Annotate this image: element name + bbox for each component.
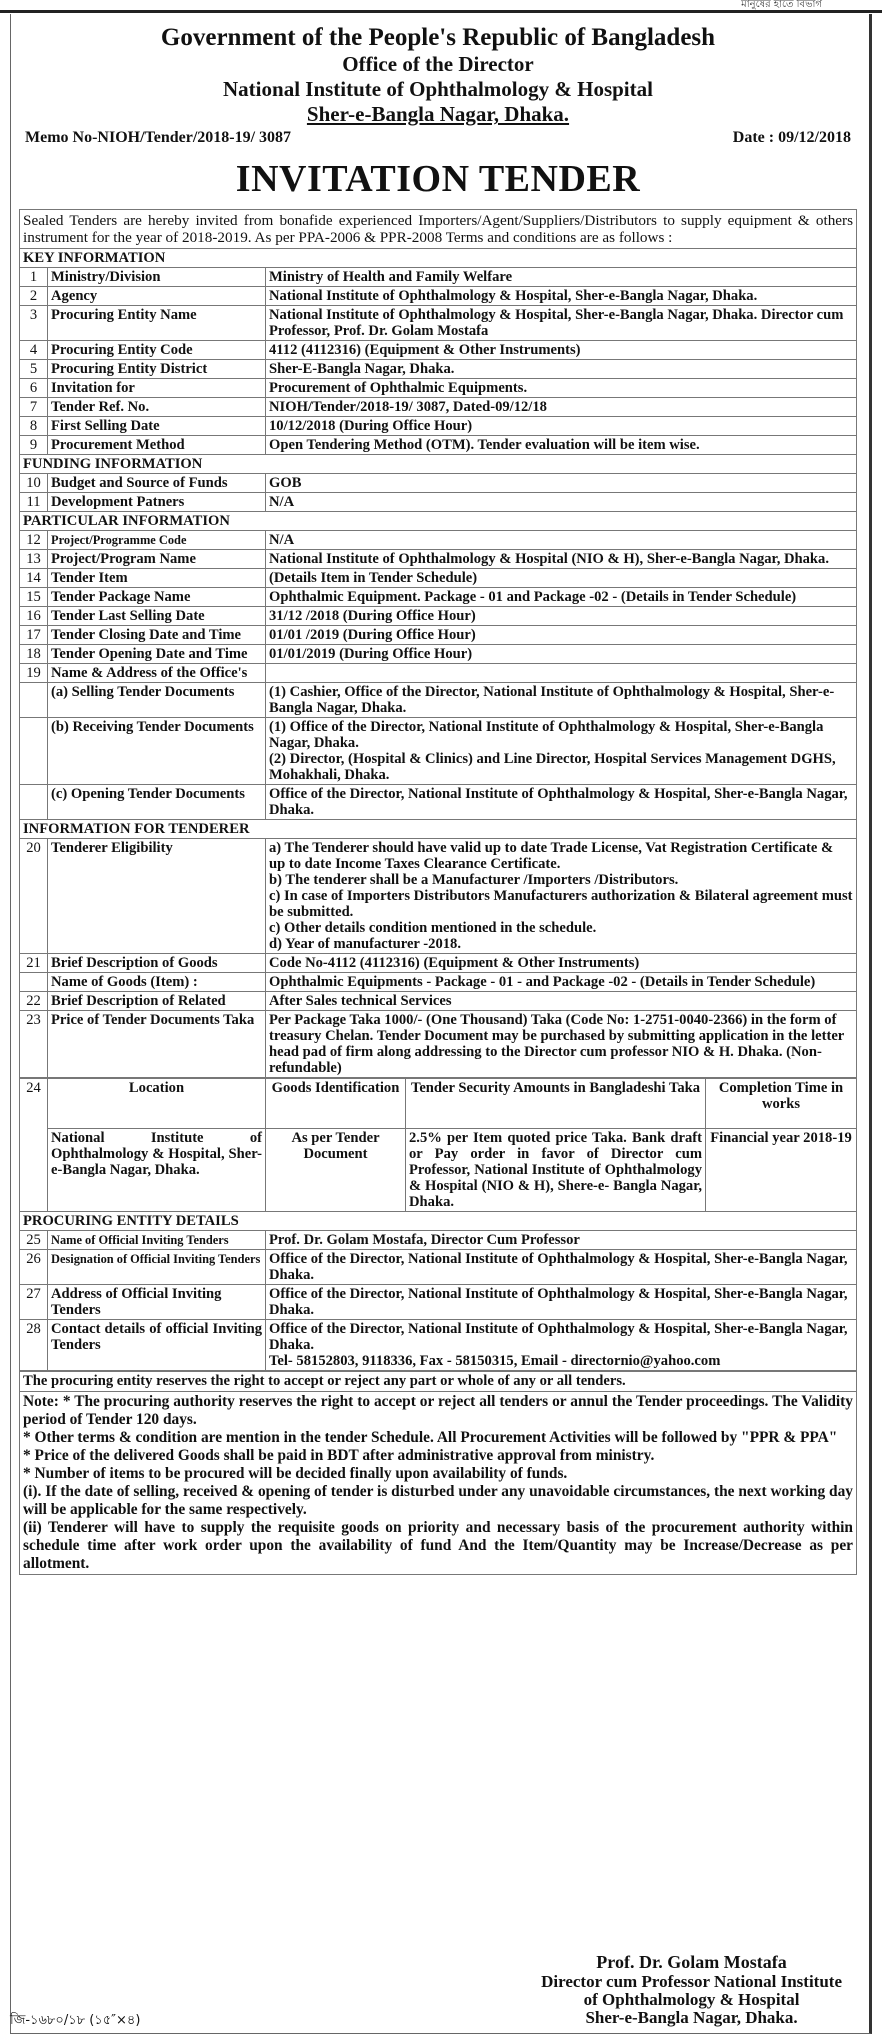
- cut-off-text: মানুষের হাতে বিভাগ: [741, 0, 822, 10]
- row-value: NIOH/Tender/2018-19/ 3087, Dated-09/12/18: [266, 398, 857, 417]
- row-label: Tender Ref. No.: [48, 398, 266, 417]
- table-row: [20, 1320, 857, 1371]
- row-label: Agency: [48, 287, 266, 306]
- table-row: [20, 1285, 857, 1320]
- table-row: [20, 550, 857, 569]
- intro-paragraph: Sealed Tenders are hereby invited from bonafide experienced Importers/Agent/Suppliers/Distributors to supply equipment & others instrument for the year of 2018-2019. As per PPA-2006 & PPR-2008 Terms and conditions are as follows :: [19, 209, 857, 248]
- row-number: 22: [20, 992, 48, 1011]
- row-number: 5: [20, 360, 48, 379]
- row-value: [266, 664, 857, 683]
- row-label: Designation of Official Inviting Tenders: [48, 1250, 266, 1285]
- particular-information-table: [19, 530, 857, 820]
- table-row: [20, 839, 857, 954]
- section-procuring-entity-details: PROCURING ENTITY DETAILS: [19, 1212, 857, 1230]
- signatory-line-1: Director cum Professor National Institute: [541, 1972, 842, 1991]
- row-number: 24: [20, 1079, 48, 1212]
- row-number: 12: [20, 531, 48, 550]
- table-row: [20, 436, 857, 455]
- signatory-name: Prof. Dr. Golam Mostafa: [596, 1952, 787, 1972]
- row-label: Tender Closing Date and Time: [48, 626, 266, 645]
- section-funding-information: FUNDING INFORMATION: [19, 455, 857, 473]
- completion-time-cell: Financial year 2018-19: [706, 1129, 857, 1212]
- note-item: (i). If the date of selling, received & opening of tender is disturbed under any unavoidable circumstances, the next working day will be applicable for the same respectively.: [23, 1483, 853, 1518]
- table-row: [20, 474, 857, 493]
- location-cell: National Institute of Ophthalmology & Hospital, Sher-e-Bangla Nagar, Dhaka.: [48, 1129, 266, 1212]
- section-key-information: KEY INFORMATION: [19, 248, 857, 267]
- eligibility-line: c) Other details condition mentioned in the schedule.: [269, 920, 597, 936]
- row-number: 25: [20, 1231, 48, 1250]
- row-number: [20, 785, 48, 820]
- memo-date: Date : 09/12/2018: [732, 129, 851, 146]
- row-number: 21: [20, 954, 48, 973]
- notes-block: [19, 1392, 857, 1575]
- table-row: [20, 493, 857, 512]
- table-row: [20, 341, 857, 360]
- row-label: Tender Item: [48, 569, 266, 588]
- row-number: 4: [20, 341, 48, 360]
- goods-identification-cell: As per Tender Document: [266, 1129, 406, 1212]
- row-number: 27: [20, 1285, 48, 1320]
- table-row: [20, 626, 857, 645]
- row-value: Office of the Director, National Institute of Ophthalmology & Hospital, Sher-e-Bangla Nagar, Dhaka.: [266, 1250, 857, 1285]
- header-line-1: Government of the People's Republic of Bangladesh: [160, 24, 716, 51]
- signature-block: [541, 1953, 842, 2027]
- row-number: 11: [20, 493, 48, 512]
- note-item: * Other terms & condition are mention in the tender Schedule. All Procurement Activities will be followed by "PPR & PPA": [23, 1429, 838, 1446]
- eligibility-line: d) Year of manufacturer -2018.: [269, 936, 461, 952]
- row-label: Project/Programme Code: [48, 531, 266, 550]
- section-particular-information: PARTICULAR INFORMATION: [19, 512, 857, 530]
- table-row: [20, 268, 857, 287]
- row-value: National Institute of Ophthalmology & Hospital, Sher-e-Bangla Nagar, Dhaka.: [266, 287, 857, 306]
- row-number: 20: [20, 839, 48, 954]
- section-information-for-tenderer: INFORMATION FOR TENDERER: [19, 820, 857, 838]
- row-number: 6: [20, 379, 48, 398]
- row-label: Name of Official Inviting Tenders: [48, 1231, 266, 1250]
- row-value: GOB: [266, 474, 857, 493]
- note-item: (ii) Tenderer will have to supply the requisite goods on priority and necessary basis of the procurement authority within schedule time after work order upon the availability of fund And the Item/Quantity may be Increase/Decrease as per allotment.: [23, 1519, 853, 1572]
- header-line-4: Sher-e-Bangla Nagar, Dhaka.: [306, 102, 570, 126]
- top-rule: [0, 10, 882, 13]
- row-value: National Institute of Ophthalmology & Hospital, Sher-e-Bangla Nagar, Dhaka. Director cum Professor, Prof. Dr. Golam Mostafa: [266, 306, 857, 341]
- table-row: [20, 954, 857, 973]
- row-label: Name & Address of the Office's: [48, 664, 266, 683]
- row-value: Office of the Director, National Institute of Ophthalmology & Hospital, Sher-e-Bangla Nagar, Dhaka.: [266, 785, 857, 820]
- row-label: Procuring Entity District: [48, 360, 266, 379]
- row-number: 10: [20, 474, 48, 493]
- table-row: [20, 785, 857, 820]
- eligibility-line: c) In case of Importers Distributors Manufacturers authorization & Bilateral agreement must be submitted.: [269, 888, 853, 920]
- row-number: 3: [20, 306, 48, 341]
- row-number: [20, 683, 48, 718]
- table-row: [20, 683, 857, 718]
- table-row: [20, 531, 857, 550]
- location-table: [19, 1078, 857, 1212]
- row-value: N/A: [266, 493, 857, 512]
- row-value: 31/12 /2018 (During Office Hour): [266, 607, 857, 626]
- row-label: Budget and Source of Funds: [48, 474, 266, 493]
- table-row: [20, 1250, 857, 1285]
- row-label: Name of Goods (Item) :: [48, 973, 266, 992]
- table-row: [20, 1231, 857, 1250]
- row-value: Procurement of Ophthalmic Equipments.: [266, 379, 857, 398]
- row-label: (a) Selling Tender Documents: [48, 683, 266, 718]
- row-label: Price of Tender Documents Taka: [48, 1011, 266, 1078]
- row-label: Procuring Entity Code: [48, 341, 266, 360]
- tender-security-cell: 2.5% per Item quoted price Taka. Bank draft or Pay order in favor of Director cum Professor, National Institute of Ophthalmology & Hospital (NIO & H), Shere-e- Bangla Nagar, Dhaka.: [406, 1129, 706, 1212]
- table-row: [20, 588, 857, 607]
- row-label: Tenderer Eligibility: [48, 839, 266, 954]
- row-label: First Selling Date: [48, 417, 266, 436]
- table-row: [20, 664, 857, 683]
- row-label: (b) Receiving Tender Documents: [48, 718, 266, 785]
- eligibility-line: a) The Tenderer should have valid up to date Trade License, Vat Registration Certificate & up to date Income Taxes Clearance Certificate.: [269, 840, 834, 872]
- row-value: Prof. Dr. Golam Mostafa, Director Cum Professor: [266, 1231, 857, 1250]
- row-value: Ophthalmic Equipment. Package - 01 and Package -02 - (Details in Tender Schedule): [266, 588, 857, 607]
- row-label: (c) Opening Tender Documents: [48, 785, 266, 820]
- row-number: 14: [20, 569, 48, 588]
- goods-identification-header: Goods Identification: [266, 1079, 406, 1129]
- row-value: Per Package Taka 1000/- (One Thousand) Taka (Code No: 1-2751-0040-2366) in the form of treasury Chelan. Tender Document may be purchased by submitting application in the letter head pad of firm along addressing to the Director cum professor NIO & H. Dhaka. (Non-refundable): [266, 1011, 857, 1078]
- signatory-line-3: Sher-e-Bangla Nagar, Dhaka.: [585, 2008, 798, 2027]
- row-value: Code No-4112 (4112316) (Equipment & Other Instruments): [266, 954, 857, 973]
- row-value: Open Tendering Method (OTM). Tender evaluation will be item wise.: [266, 436, 857, 455]
- row-value: Office of the Director, National Institute of Ophthalmology & Hospital, Sher-e-Bangla Nagar, Dhaka.: [269, 1321, 848, 1353]
- procuring-entity-table: [19, 1230, 857, 1371]
- row-value-2: Tel- 58152803, 9118336, Fax - 58150315, Email - directornio@yahoo.com: [269, 1353, 721, 1369]
- location-header: Location: [48, 1079, 266, 1129]
- row-value: Ministry of Health and Family Welfare: [266, 268, 857, 287]
- table-row: [20, 718, 857, 785]
- row-label: Contact details of official Inviting Tenders: [48, 1320, 266, 1371]
- note-item: * Number of items to be procured will be decided finally upon availability of funds.: [23, 1465, 568, 1482]
- table-row: [20, 607, 857, 626]
- publication-reference: জি-১৬৮০/১৮ (১৫″×৪): [10, 2013, 141, 2028]
- row-label: Invitation for: [48, 379, 266, 398]
- row-label: Development Patners: [48, 493, 266, 512]
- row-label: Procurement Method: [48, 436, 266, 455]
- row-number: 26: [20, 1250, 48, 1285]
- signatory-line-2: of Ophthalmology & Hospital: [583, 1990, 800, 2009]
- row-label: Ministry/Division: [48, 268, 266, 287]
- row-number: 7: [20, 398, 48, 417]
- row-number: 17: [20, 626, 48, 645]
- row-label: Brief Description of Goods: [48, 954, 266, 973]
- row-value: (1) Cashier, Office of the Director, National Institute of Ophthalmology & Hospital, Sher-e-Bangla Nagar, Dhaka.: [266, 683, 857, 718]
- table-row: [20, 1079, 857, 1129]
- completion-time-header: Completion Time in works: [706, 1079, 857, 1129]
- row-label: Tender Package Name: [48, 588, 266, 607]
- row-number: 18: [20, 645, 48, 664]
- row-label: Address of Official Inviting Tenders: [48, 1285, 266, 1320]
- table-row: [20, 360, 857, 379]
- row-number: 28: [20, 1320, 48, 1371]
- header-line-2: Office of the Director: [342, 52, 534, 76]
- reserve-clause: The procuring entity reserves the right to accept or reject any part or whole of any or all tenders.: [19, 1371, 857, 1392]
- header-line-3: National Institute of Ophthalmology & Hospital: [223, 77, 653, 101]
- row-value: National Institute of Ophthalmology & Hospital (NIO & H), Sher-e-Bangla Nagar, Dhaka.: [266, 550, 857, 569]
- row-value: 01/01 /2019 (During Office Hour): [266, 626, 857, 645]
- table-row: [20, 645, 857, 664]
- row-value: 10/12/2018 (During Office Hour): [266, 417, 857, 436]
- row-value: (1) Office of the Director, National Institute of Ophthalmology & Hospital, Sher-e-Bangla Nagar, Dhaka.: [269, 719, 824, 751]
- table-row: [20, 569, 857, 588]
- table-row: [20, 992, 857, 1011]
- table-row: [20, 1011, 857, 1078]
- note-item: * Price of the delivered Goods shall be paid in BDT after administrative approval from ministry.: [23, 1447, 655, 1464]
- table-row: [20, 973, 857, 992]
- top-strip: [0, 0, 882, 14]
- row-label: Project/Program Name: [48, 550, 266, 569]
- row-number: 19: [20, 664, 48, 683]
- row-label: Tender Opening Date and Time: [48, 645, 266, 664]
- funding-information-table: [19, 473, 857, 512]
- row-label: Tender Last Selling Date: [48, 607, 266, 626]
- eligibility-line: b) The tenderer shall be a Manufacturer /Importers /Distributors.: [269, 872, 679, 888]
- row-number: 13: [20, 550, 48, 569]
- row-number: 23: [20, 1011, 48, 1078]
- row-number: 9: [20, 436, 48, 455]
- row-number: 2: [20, 287, 48, 306]
- table-row: [20, 379, 857, 398]
- row-number: 16: [20, 607, 48, 626]
- page-title: INVITATION TENDER: [235, 158, 641, 200]
- table-row: [20, 306, 857, 341]
- row-value: (Details Item in Tender Schedule): [266, 569, 857, 588]
- table-row: [20, 1129, 857, 1212]
- row-number: [20, 973, 48, 992]
- row-value: 4112 (4112316) (Equipment & Other Instruments): [266, 341, 857, 360]
- row-value: Office of the Director, National Institute of Ophthalmology & Hospital, Sher-e-Bangla Nagar, Dhaka.: [266, 1285, 857, 1320]
- table-row: [20, 398, 857, 417]
- row-number: 15: [20, 588, 48, 607]
- note-item: Note: * The procuring authority reserves the right to accept or reject all tenders or annul the Tender proceedings. The Validity period of Tender 120 days.: [23, 1393, 853, 1428]
- key-information-table: [19, 267, 857, 455]
- row-label: Brief Description of Related: [48, 992, 266, 1011]
- row-number: [20, 718, 48, 785]
- table-row: [20, 417, 857, 436]
- row-label: Procuring Entity Name: [48, 306, 266, 341]
- row-value: After Sales technical Services: [266, 992, 857, 1011]
- row-value: Ophthalmic Equipments - Package - 01 - and Package -02 - (Details in Tender Schedule): [266, 973, 857, 992]
- row-value: 01/01/2019 (During Office Hour): [266, 645, 857, 664]
- letterhead: [19, 24, 857, 127]
- tenderer-information-table: [19, 838, 857, 1078]
- memo-line: [19, 129, 857, 147]
- row-value: Sher-E-Bangla Nagar, Dhaka.: [266, 360, 857, 379]
- row-value-2: (2) Director, (Hospital & Clinics) and Line Director, Hospital Services Management DGHS, Mohakhali, Dhaka.: [269, 751, 836, 783]
- row-value: N/A: [266, 531, 857, 550]
- table-row: [20, 287, 857, 306]
- tender-notice: [10, 14, 872, 2034]
- row-number: 8: [20, 417, 48, 436]
- tender-security-header: Tender Security Amounts in Bangladeshi Taka: [406, 1079, 706, 1129]
- memo-number: Memo No-NIOH/Tender/2018-19/ 3087: [25, 129, 292, 146]
- row-number: 1: [20, 268, 48, 287]
